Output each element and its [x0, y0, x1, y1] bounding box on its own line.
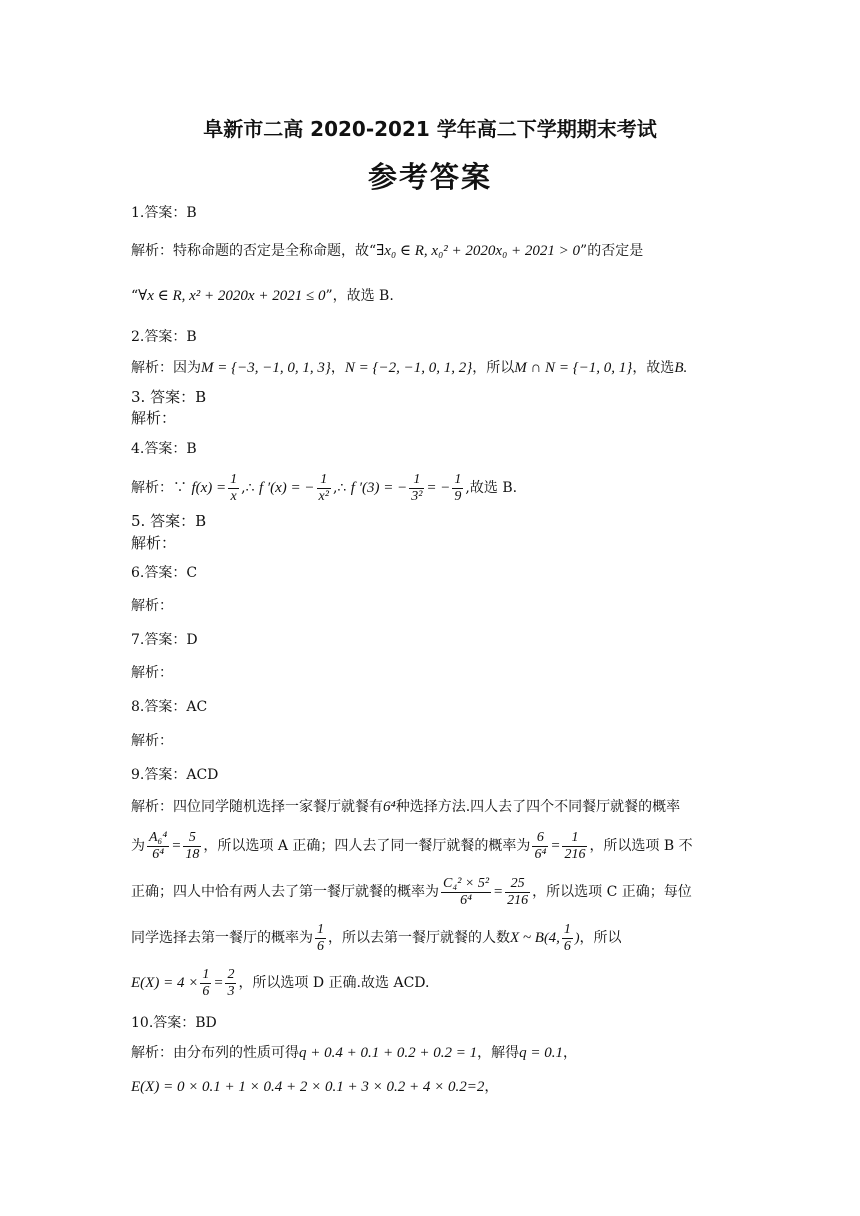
q10-q-value: q = 0.1 [519, 1045, 563, 1061]
q9-analysis-line4 [131, 920, 622, 957]
q9-paren-open: ( [543, 931, 549, 946]
q9-analysis-line2 [131, 828, 693, 864]
q9-text: ，所以选项 C 正确；每位 [532, 884, 692, 900]
q4-frac-1-over-x2: $\frac{1}{\text{x²}}$ [318, 471, 329, 504]
q9-eq: = [171, 838, 182, 854]
q9-analysis-line1 [131, 797, 680, 817]
q2-text: ，故选 [632, 360, 675, 376]
q2-choice: B. [674, 360, 688, 376]
q4-frac-1-over-3sq: $\frac{1}{\text{3²}}$ [411, 471, 423, 504]
q9-frac-6-64: $\frac{6}{\text{6⁴}}$ [534, 829, 547, 862]
q3-analysis: 解析： [131, 409, 177, 427]
q4-text: ,∴ [332, 480, 347, 496]
q4-analysis [131, 470, 517, 506]
q2-intersection: M ∩ N = {−1, 0, 1} [514, 360, 633, 376]
q2-analysis [131, 358, 687, 378]
q9-analysis-line3 [131, 874, 692, 910]
q9-eq: = [550, 838, 561, 854]
q4-text: ,∴ [241, 480, 255, 496]
q9-text: 正确；四人中恰有两人去了第一餐厅就餐的概率为 [131, 884, 439, 900]
q9-pow: 6⁴ [383, 799, 396, 815]
q9-analysis-line5 [131, 965, 429, 1001]
q4-eq: = − [426, 480, 451, 496]
q9-frac-1-6: $\frac{1}{6}$ [317, 921, 324, 954]
q5-answer: 5. 答案：B [131, 512, 207, 530]
q2-text: ， [330, 360, 345, 376]
q9-answer: 9.答案：ACD [131, 767, 219, 783]
q4-answer: 4.答案：B [131, 441, 197, 457]
q9-frac-a64: $\frac{\text{A₆⁴}}{\text{6⁴}}$ [149, 829, 168, 862]
q9-text: ，所以 [579, 930, 622, 946]
q9-frac-c42: $\frac{\text{C₄² × 5²}}{\text{6⁴}}$ [443, 875, 490, 908]
q10-text: ，解得 [477, 1045, 520, 1061]
q2-text: ，所以 [472, 360, 515, 376]
q4-f: f(x) = [191, 480, 227, 496]
document-subtitle: 参考答案 [367, 160, 492, 194]
q9-text: 为 [131, 838, 145, 854]
q9-text: 种选择方法.四人去了四个不同餐厅就餐的概率 [395, 799, 681, 815]
q1-text: ”的否定是 [580, 243, 644, 259]
q10-expectation: E(X) = 0 × 0.1 + 1 × 0.4 + 2 × 0.1 + 3 × 0.2 + 4 × 0.2=2 [131, 1079, 485, 1095]
q9-text: 同学选择去第一餐厅的概率为 [131, 930, 313, 946]
q2-answer: 2.答案：B [131, 329, 197, 345]
q1-text: ”，故选 B. [325, 288, 394, 304]
q1-analysis-line1 [131, 241, 643, 261]
q1-text: “ [131, 288, 139, 304]
q10-answer: 10.答案：BD [131, 1015, 217, 1031]
q9-frac-2-3: $\frac{2}{3}$ [227, 966, 235, 999]
q10-sum: q + 0.4 + 0.1 + 0.2 + 0.2 = 1 [299, 1045, 478, 1061]
q6-analysis: 解析： [131, 598, 173, 614]
q10-text: ， [484, 1079, 499, 1095]
q10-analysis-line2 [131, 1077, 498, 1097]
q4-frac-1-over-9: $\frac{1}{9}$ [454, 471, 462, 504]
q3-answer: 3. 答案：B [131, 388, 207, 406]
q1-math-exists: ∃x₀ ∈ R, x₀² + 2020x₀ + 2021 > 0 [376, 243, 581, 259]
q8-answer: 8.答案：AC [131, 699, 208, 715]
q9-text: 解析：四位同学随机选择一家餐厅就餐有 [131, 799, 383, 815]
q10-text: 解析：由分布列的性质可得 [131, 1045, 299, 1061]
q2-text: 解析：因为 [131, 360, 201, 376]
q9-binomial: X ~ B [510, 930, 544, 946]
q9-text: ，所以选项 A 正确；四人去了同一餐厅就餐的概率为 [203, 838, 531, 854]
q5-analysis: 解析： [131, 534, 177, 552]
q9-frac-1-6: $\frac{1}{6}$ [202, 966, 210, 999]
q2-set-n: N = {−2, −1, 0, 1, 2} [344, 360, 473, 376]
q6-answer: 6.答案：C [131, 565, 198, 581]
q10-analysis-line1 [131, 1043, 577, 1063]
q4-fprime: f ′(x) = − [258, 480, 315, 496]
q9-text: ，所以去第一餐厅就餐的人数 [328, 930, 510, 946]
q1-text: 解析：特称命题的否定是全称命题，故“ [131, 243, 377, 259]
q9-frac-1-216: $\frac{1}{216}$ [564, 829, 586, 862]
q4-frac-1-over-x: $\frac{1}{x}$ [230, 471, 238, 504]
q9-eq: = [493, 884, 504, 900]
q9-frac-25-216: $\frac{25}{216}$ [507, 875, 529, 908]
q9-text: ，所以选项 B 不 [589, 838, 693, 854]
q4-text: ,故选 B. [465, 480, 518, 496]
q9-binomial-n: 4, [548, 930, 560, 946]
q7-analysis: 解析： [131, 665, 173, 681]
q7-answer: 7.答案：D [131, 632, 198, 648]
q9-text: ，所以选项 D 正确.故选 ACD. [238, 975, 430, 991]
q4-text: 解析：∵ [131, 480, 187, 496]
q9-eq: = [213, 975, 224, 991]
q9-frac-1-6: $\frac{1}{6}$ [563, 921, 571, 954]
q2-set-m: M = {−3, −1, 0, 1, 3} [201, 360, 331, 376]
q9-expectation: E(X) = 4 × [131, 975, 199, 991]
q1-math-forall: ∀x ∈ R, x² + 2020x + 2021 ≤ 0 [138, 288, 326, 304]
q8-analysis: 解析： [131, 733, 173, 749]
q9-paren-close: ) [574, 931, 580, 946]
document-title: 阜新市二高 2020-2021 学年高二下学期期末考试 [203, 117, 657, 141]
q1-analysis-line2 [131, 286, 394, 306]
q1-answer: 1.答案：B [131, 205, 197, 221]
q10-text: ， [563, 1045, 577, 1061]
q4-fprime3: f ′(3) = − [350, 480, 408, 496]
q9-frac-5-18: $\frac{5}{18}$ [185, 829, 200, 862]
